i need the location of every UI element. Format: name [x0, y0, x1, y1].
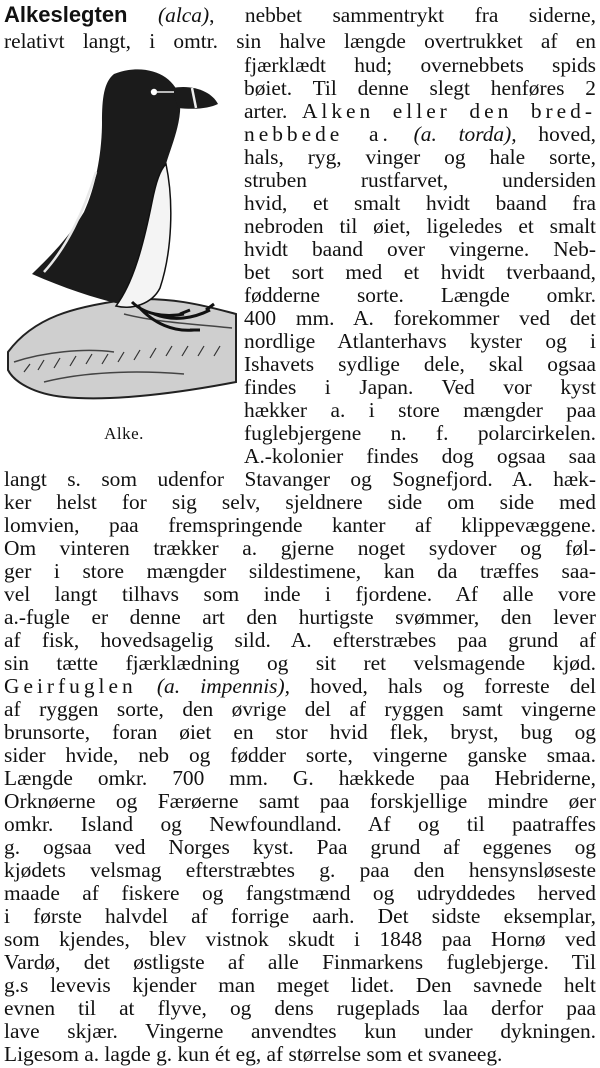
- text-line: hals, ryg, vinger og hale sorte,: [244, 145, 596, 169]
- text-line: maade af fiskere og fangstmænd og udryddedes herved: [4, 881, 596, 905]
- entry-heading: Alkeslegten: [4, 2, 128, 27]
- text-line: fuglebjergene n. f. polarcirkelen.: [244, 421, 596, 445]
- text-line: kjødets velsmag efterstræbtes g. paa den hensynsløseste: [4, 858, 596, 882]
- text-line: ger i store mængder sildestimene, kan da træffes saa-: [4, 559, 596, 583]
- text-line: a.-fugle er denne art den hurtigste svømmer, den lever: [4, 605, 596, 629]
- text-line: g.s levevis kjender man meget lidet. Den savnede helt: [4, 973, 596, 997]
- text-line: Længde omkr. 700 mm. G. hækkede paa Hebriderne,: [4, 766, 596, 790]
- latin-impennis: (a. impennis),: [156, 674, 290, 698]
- text-line: sider hvide, neb og fødder sorte, vingerne ganske smaa.: [4, 743, 596, 767]
- text-line: lomvien, paa fremspringende kanter af klippevæggene.: [4, 513, 596, 537]
- text-line: 400 mm. A. forekommer ved det: [244, 306, 596, 330]
- entry-heading-latin: (alca): [158, 3, 210, 27]
- text-line: Orknøerne og Færøerne samt paa forskjellige mindre øer: [4, 789, 596, 813]
- text-line: af ryggen sorte, den øvrige del af ryggen samt vingerne: [4, 697, 596, 721]
- text-line: fødderne sorte. Længde omkr.: [244, 283, 596, 307]
- text-line: som kjendes, blev vistnok skudt i 1848 paa Hornø ved: [4, 927, 596, 951]
- text-line: g. ogsaa ved Norges kyst. Paa grund af eggenes og: [4, 835, 596, 859]
- text-line: lave skjær. Vingerne anvendtes kun under dykningen.: [4, 1019, 596, 1043]
- text-line: nebroden til øiet, ligeledes et smalt: [244, 214, 596, 238]
- text-line: A.-kolonier findes dog ogsaa saa: [244, 444, 596, 468]
- text-line: hækker a. i store mængder paa: [244, 398, 596, 422]
- text-line: bøiet. Til denne slegt henføres 2: [244, 76, 596, 100]
- text-line: vel langt tilhavs som inde i fjordene. Af alle vore: [4, 582, 596, 606]
- text-hoved: hoved,: [516, 122, 596, 146]
- text-arter: arter.: [244, 99, 288, 123]
- text-line: relativt langt, i omtr. sin halve længde overtrukket af en: [4, 29, 596, 53]
- text-line: Ligesom a. lagde g. kun ét eg, af størrelse som et svaneeg.: [4, 1042, 503, 1066]
- entry-intro-text: , nebbet sammentrykt fra siderne,: [209, 3, 596, 27]
- text-line: evnen til at flyve, og dens rugeplads laa derfor paa: [4, 996, 596, 1020]
- bird-drawing-icon: [4, 52, 238, 422]
- text-line: i første halvdel af forrige aarh. Det sidste eksemplar,: [4, 904, 596, 928]
- latin-torda: (a. torda),: [413, 122, 517, 146]
- text-line: langt s. som udenfor Stavanger og Sognefjord. A. hæk-: [4, 467, 596, 491]
- text-line: nordlige Atlanterhavs kyster og i: [244, 329, 596, 353]
- text-line: omkr. Island og Newfoundland. Af og til paatraffes: [4, 812, 596, 836]
- text-line: hvid, et smalt hvidt baand fra: [244, 191, 596, 215]
- razorbill-illustration: [4, 52, 238, 452]
- text-line: Om vinteren trækker a. gjerne noget sydover og føl-: [4, 536, 596, 560]
- text-line: ker helst for sig selv, sjeldnere side om side med: [4, 490, 596, 514]
- term-alken: Alken eller den bred-: [301, 99, 596, 123]
- text-line: sin tætte fjærklædning og sit ret velsmagende kjød.: [4, 651, 596, 675]
- text-line: af fisk, hovedsagelig sild. A. efterstræbes paa grund af: [4, 628, 596, 652]
- text-line: findes i Japan. Ved vor kyst: [244, 375, 596, 399]
- text-line: Ishavets sydlige dele, skal ogsaa: [244, 352, 596, 376]
- term-geirfuglen: Geirfuglen: [4, 674, 137, 698]
- text-line: struben rustfarvet, undersiden: [244, 168, 596, 192]
- text-line: bet sort med et hvidt tverbaand,: [244, 260, 596, 284]
- text-line: Vardø, det østligste af alle Finmarkens fuglebjerge. Til: [4, 950, 596, 974]
- term-nebbede: nebbede a.: [244, 122, 392, 146]
- entry-heading-line: [4, 2, 596, 28]
- text-hoved-hals: hoved, hals og forreste del: [289, 674, 596, 698]
- figure-caption: Alke.: [104, 424, 144, 443]
- text-line: brunsorte, foran øiet en stor hvid flek, bryst, bug og: [4, 720, 596, 744]
- text-line: hvidt baand over vingerne. Neb-: [244, 237, 596, 261]
- text-line: fjærklædt hud; overnebbets spids: [244, 53, 596, 77]
